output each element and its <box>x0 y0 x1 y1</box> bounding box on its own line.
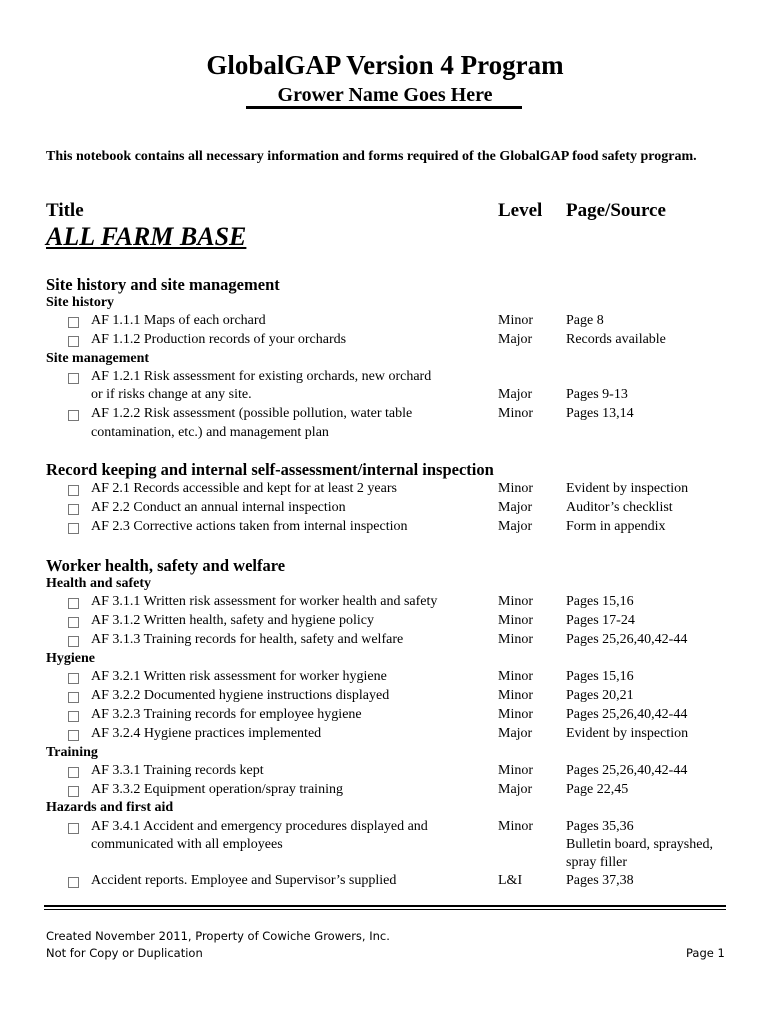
item-text-continued: or if risks change at any site. <box>91 387 252 402</box>
item-level: Major <box>498 519 533 534</box>
footer-copyright: Created November 2011, Property of Cowiche Growers, Inc. <box>46 929 390 943</box>
footer-notice: Not for Copy or Duplication <box>46 946 203 960</box>
checkbox[interactable] <box>68 598 79 609</box>
item-page-continued: Bulletin board, sprayshed, <box>566 837 713 852</box>
checkbox[interactable] <box>68 636 79 647</box>
section-heading: Site history and site management <box>46 275 280 294</box>
item-level: Major <box>498 726 533 741</box>
column-level-header: Level <box>498 200 543 221</box>
item-level: Minor <box>498 481 533 496</box>
item-text: AF 1.2.2 Risk assessment (possible pollution, water table <box>91 406 413 421</box>
subsection-heading: Hazards and first aid <box>46 800 174 815</box>
checkbox[interactable] <box>68 730 79 741</box>
item-text: Accident reports. Employee and Supervisor’s supplied <box>91 873 397 888</box>
item-page: Form in appendix <box>566 519 666 534</box>
item-page: Pages 9-13 <box>566 387 628 402</box>
subsection-heading: Training <box>46 745 98 760</box>
subsection-heading: Site management <box>46 351 150 366</box>
document-title: GlobalGAP Version 4 Program <box>206 50 564 80</box>
item-page-continued: spray filler <box>566 855 628 870</box>
checkbox[interactable] <box>68 823 79 834</box>
item-page: Evident by inspection <box>566 481 689 496</box>
item-page: Auditor’s checklist <box>566 500 673 515</box>
item-text-continued: communicated with all employees <box>91 837 283 852</box>
item-level: Minor <box>498 669 533 684</box>
item-page: Records available <box>566 332 666 347</box>
item-text-continued: contamination, etc.) and management plan <box>91 425 329 440</box>
item-level: Minor <box>498 688 533 703</box>
item-text: AF 3.3.1 Training records kept <box>91 763 264 778</box>
item-text: AF 3.2.3 Training records for employee hygiene <box>91 707 362 722</box>
item-text: AF 2.3 Corrective actions taken from internal inspection <box>91 519 408 534</box>
section-heading: Worker health, safety and welfare <box>46 556 286 575</box>
item-page: Pages 17-24 <box>566 613 635 628</box>
item-page: Page 8 <box>566 313 604 328</box>
item-page: Pages 15,16 <box>566 594 634 609</box>
item-text: AF 3.1.2 Written health, safety and hygiene policy <box>91 613 375 628</box>
item-page: Pages 13,14 <box>566 406 634 421</box>
subsection-heading: Hygiene <box>46 651 95 666</box>
grower-name: Grower Name Goes Here <box>277 84 493 106</box>
item-page: Page 22,45 <box>566 782 629 797</box>
item-level: Minor <box>498 313 533 328</box>
checkbox[interactable] <box>68 485 79 496</box>
checkbox[interactable] <box>68 504 79 515</box>
checkbox[interactable] <box>68 410 79 421</box>
item-level: Major <box>498 500 533 515</box>
column-title-header: Title <box>46 200 84 221</box>
item-text: AF 1.1.2 Production records of your orchards <box>91 332 347 347</box>
item-text: AF 3.3.2 Equipment operation/spray training <box>91 782 343 797</box>
checkbox[interactable] <box>68 673 79 684</box>
item-level: Minor <box>498 707 533 722</box>
checkbox[interactable] <box>68 692 79 703</box>
item-text: AF 3.2.4 Hygiene practices implemented <box>91 726 322 741</box>
item-text: AF 3.1.3 Training records for health, safety and welfare <box>91 632 404 647</box>
subsection-heading: Health and safety <box>46 576 151 591</box>
grower-name-underline <box>246 106 522 109</box>
item-text: AF 3.4.1 Accident and emergency procedures displayed and <box>91 819 428 834</box>
item-text: AF 3.2.2 Documented hygiene instructions displayed <box>91 688 390 703</box>
intro-text: This notebook contains all necessary information and forms required of the GlobalGAP food safety program. <box>46 149 697 164</box>
checkbox[interactable] <box>68 523 79 534</box>
checkbox[interactable] <box>68 767 79 778</box>
item-level: Minor <box>498 613 533 628</box>
checkbox[interactable] <box>68 373 79 384</box>
item-page: Pages 25,26,40,42-44 <box>566 763 688 778</box>
item-level: Minor <box>498 594 533 609</box>
column-page-header: Page/Source <box>566 200 666 221</box>
page-number: Page 1 <box>686 946 725 960</box>
item-level: Minor <box>498 763 533 778</box>
item-page: Pages 35,36 <box>566 819 634 834</box>
checkbox[interactable] <box>68 711 79 722</box>
item-page: Pages 25,26,40,42-44 <box>566 707 688 722</box>
footer-rule <box>44 905 726 907</box>
section-heading: Record keeping and internal self-assessment/internal inspection <box>46 460 494 479</box>
item-level: Minor <box>498 406 533 421</box>
item-page: Pages 20,21 <box>566 688 634 703</box>
item-level: Minor <box>498 632 533 647</box>
item-page: Pages 15,16 <box>566 669 634 684</box>
subsection-heading: Site history <box>46 295 115 310</box>
checkbox[interactable] <box>68 336 79 347</box>
checkbox[interactable] <box>68 617 79 628</box>
item-text: AF 2.1 Records accessible and kept for at least 2 years <box>91 481 397 496</box>
checkbox[interactable] <box>68 786 79 797</box>
item-text: AF 1.2.1 Risk assessment for existing orchards, new orchard <box>91 369 432 384</box>
item-page: Pages 25,26,40,42-44 <box>566 632 688 647</box>
all-farm-base-heading: ALL FARM BASE <box>46 222 247 251</box>
item-text: AF 3.1.1 Written risk assessment for worker health and safety <box>91 594 438 609</box>
item-page: Pages 37,38 <box>566 873 634 888</box>
item-text: AF 3.2.1 Written risk assessment for worker hygiene <box>91 669 387 684</box>
checkbox[interactable] <box>68 877 79 888</box>
item-level: Major <box>498 332 533 347</box>
item-level: Major <box>498 782 533 797</box>
footer-rule-thin <box>44 909 726 910</box>
item-level: Major <box>498 387 533 402</box>
item-level: L&I <box>498 873 523 888</box>
item-text: AF 2.2 Conduct an annual internal inspection <box>91 500 346 515</box>
checkbox[interactable] <box>68 317 79 328</box>
item-page: Evident by inspection <box>566 726 689 741</box>
item-level: Minor <box>498 819 533 834</box>
item-text: AF 1.1.1 Maps of each orchard <box>91 313 266 328</box>
